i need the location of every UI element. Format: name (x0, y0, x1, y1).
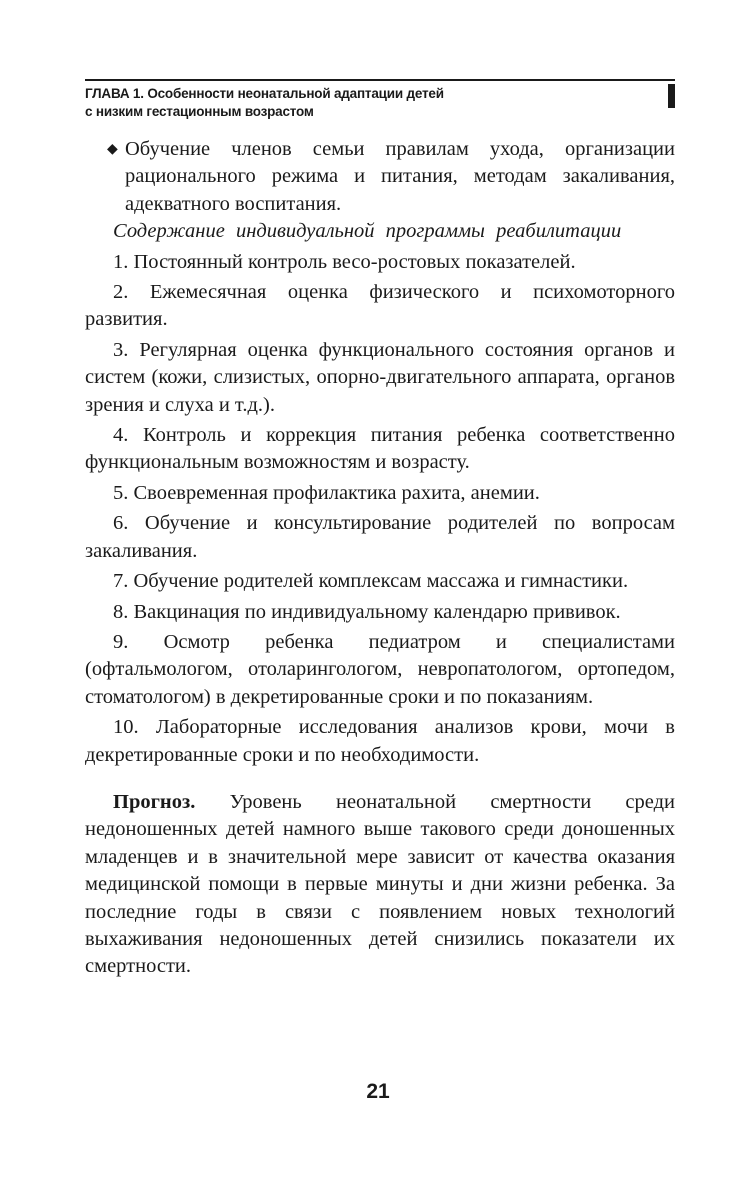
list-item: 4. Контроль и коррекция питания ребенка соответственно функциональным возможностям и возрасту. (85, 424, 675, 474)
running-header (85, 79, 675, 125)
bullet-text: Обучение членов семьи правилам ухода, организации рационального режима и питания, методам закаливания, адекватного воспитания. (125, 138, 675, 215)
list-item: 3. Регулярная оценка функционального состояния органов и систем (кожи, слизистых, опорно-двигательного аппарата, органов зрения и слуха и т.д.). (85, 338, 675, 416)
list-item: 7. Обучение родителей комплексам массажа и гимнастики. (113, 570, 629, 593)
diamond-bullet-icon: ◆ (107, 142, 118, 157)
paragraph-gap (85, 769, 675, 789)
page-number: 21 (366, 1080, 390, 1103)
prognosis-paragraph (85, 789, 675, 981)
prognosis-text: Уровень неонатальной смертности среди недоношенных детей намного выше такового среди доношенных младенцев и в значительной мере зависит от качества оказания медицинской помощи в первые минуты и дни жизни ребенка. За последние годы в связи с появлением новых технологий выхаживания недоношенных детей снизились показатели их смертности. (85, 790, 675, 978)
section-subheading: Содержание индивидуальной программы реабилитации (113, 220, 622, 243)
prognosis-lead: Прогноз. (113, 790, 196, 813)
header-marker-bar (668, 84, 675, 108)
list-item: 8. Вакцинация по индивидуальному календарю прививок. (113, 600, 621, 623)
list-item: 1. Постоянный контроль весо-ростовых показателей. (113, 250, 576, 273)
list-item: 2. Ежемесячная оценка физического и психомоторного развития. (85, 281, 675, 331)
header-chapter-subtitle: с низким гестационным возрастом (85, 104, 314, 119)
list-item: 6. Обучение и консультирование родителей по вопросам закаливания. (85, 512, 675, 562)
list-item: 5. Своевременная профилактика рахита, анемии. (113, 481, 540, 504)
list-item: 10. Лабораторные исследования анализов крови, мочи в декретированные сроки и по необходимости. (85, 716, 675, 766)
header-chapter-title: ГЛАВА 1. Особенности неонатальной адаптации детей (85, 86, 444, 101)
list-item: 9. Осмотр ребенка педиатром и специалистами (офтальмологом, отоларингологом, невропатологом, ортопедом, стоматологом) в декретированные сроки и по показаниям. (85, 630, 675, 708)
bullet-paragraph (85, 136, 675, 218)
page-body (85, 136, 675, 981)
